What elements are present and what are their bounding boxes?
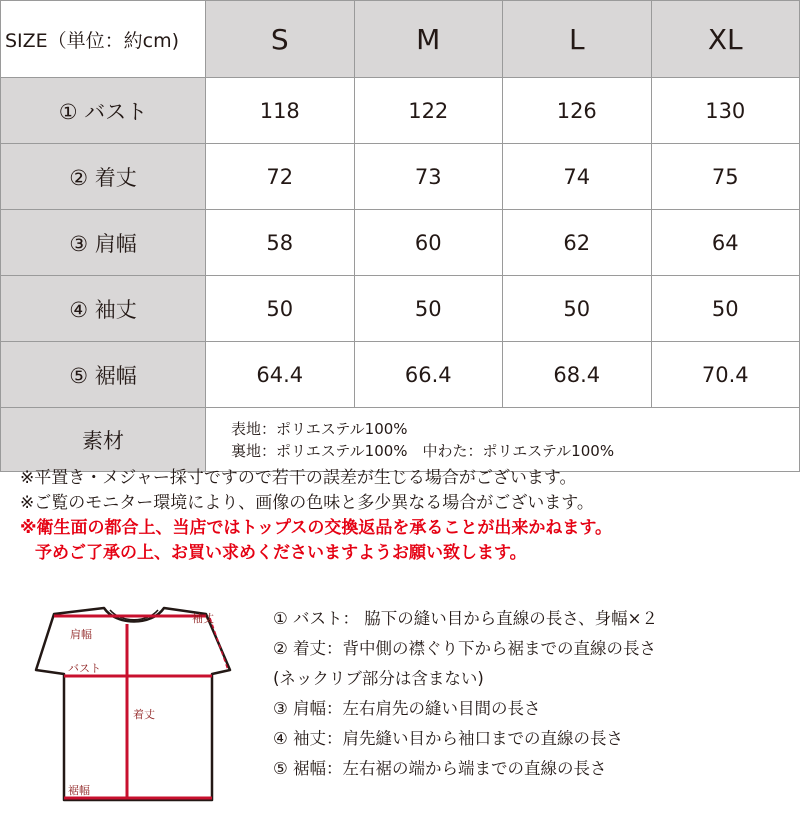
cell-hem-s: 64.4: [206, 342, 355, 408]
cell-shoulder-m: 60: [354, 210, 503, 276]
row-label-length: ② 着丈: [1, 144, 206, 210]
table-row-length: [1, 144, 800, 210]
size-header-row: [1, 1, 800, 78]
material-lining: 裏地：ポリエステル100% 中わた：ポリエステル100%: [231, 441, 615, 460]
cell-hem-xl: 70.4: [651, 342, 800, 408]
cell-shoulder-xl: 64: [651, 210, 800, 276]
table-row-bust: [1, 78, 800, 144]
note-measurement: ※平置き・メジャー採寸ですので若干の誤差が生じる場合がございます。: [20, 468, 577, 488]
legend-sleeve: ④ 袖丈：肩先縫い目から袖口までの直線の長さ: [273, 729, 624, 748]
cell-hem-m: 66.4: [354, 342, 503, 408]
cell-sleeve-s: 50: [206, 276, 355, 342]
row-label-shoulder: ③ 肩幅: [1, 210, 206, 276]
diagram-label-length: 着丈: [133, 708, 155, 721]
legend-length-note: (ネックリブ部分は含まない): [273, 669, 484, 688]
row-label-sleeve: ④ 袖丈: [1, 276, 206, 342]
row-label-material: 素材: [1, 408, 206, 472]
cell-length-s: 72: [206, 144, 355, 210]
diagram-label-bust: バスト: [68, 662, 101, 675]
cell-sleeve-m: 50: [354, 276, 503, 342]
legend-hem: ⑤ 裾幅：左右裾の端から端までの直線の長さ: [273, 759, 607, 778]
table-row-hem: [1, 342, 800, 408]
material-outer: 表地：ポリエステル100%: [231, 419, 408, 438]
cell-bust-xl: 130: [651, 78, 800, 144]
legend-shoulder: ③ 肩幅：左右肩先の縫い目間の長さ: [273, 699, 541, 718]
legend-length: ② 着丈：背中側の襟ぐり下から裾までの直線の長さ: [273, 639, 657, 658]
tshirt-outline: [36, 608, 230, 800]
warning-no-returns: ※衛生面の都合上、当店ではトップスの交換返品を承ることが出来かねます。: [20, 518, 612, 538]
row-label-hem: ⑤ 裾幅: [1, 342, 206, 408]
size-header-xl: XL: [651, 1, 800, 78]
cell-length-xl: 75: [651, 144, 800, 210]
cell-bust-l: 126: [503, 78, 652, 144]
material-info: [206, 408, 800, 472]
cell-shoulder-l: 62: [503, 210, 652, 276]
diagram-label-sleeve: 袖丈: [192, 612, 214, 625]
diagram-label-shoulder: 肩幅: [70, 628, 92, 641]
table-row-shoulder: [1, 210, 800, 276]
cell-sleeve-l: 50: [503, 276, 652, 342]
size-header-l: L: [503, 1, 652, 78]
cell-hem-l: 68.4: [503, 342, 652, 408]
legend-bust: ① バスト： 脇下の縫い目から直線の長さ、身幅×２: [273, 609, 658, 628]
table-row-sleeve: [1, 276, 800, 342]
measurement-legend: [273, 604, 658, 784]
cell-bust-m: 122: [354, 78, 503, 144]
tshirt-diagram: [24, 594, 246, 806]
warning-acknowledge: 予めご了承の上、お買い求めくださいますようお願い致します。: [35, 543, 527, 563]
cell-sleeve-xl: 50: [651, 276, 800, 342]
size-header-m: M: [354, 1, 503, 78]
size-unit-label: SIZE（単位：約cm): [1, 1, 206, 78]
cell-length-l: 74: [503, 144, 652, 210]
size-header-s: S: [206, 1, 355, 78]
cell-length-m: 73: [354, 144, 503, 210]
diagram-label-hem: 裾幅: [68, 784, 90, 797]
notes: [20, 466, 612, 566]
cell-shoulder-s: 58: [206, 210, 355, 276]
table-row-material: [1, 408, 800, 472]
cell-bust-s: 118: [206, 78, 355, 144]
row-label-bust: ① バスト: [1, 78, 206, 144]
note-monitor: ※ご覧のモニター環境により、画像の色味と多少異なる場合がございます。: [20, 493, 594, 513]
